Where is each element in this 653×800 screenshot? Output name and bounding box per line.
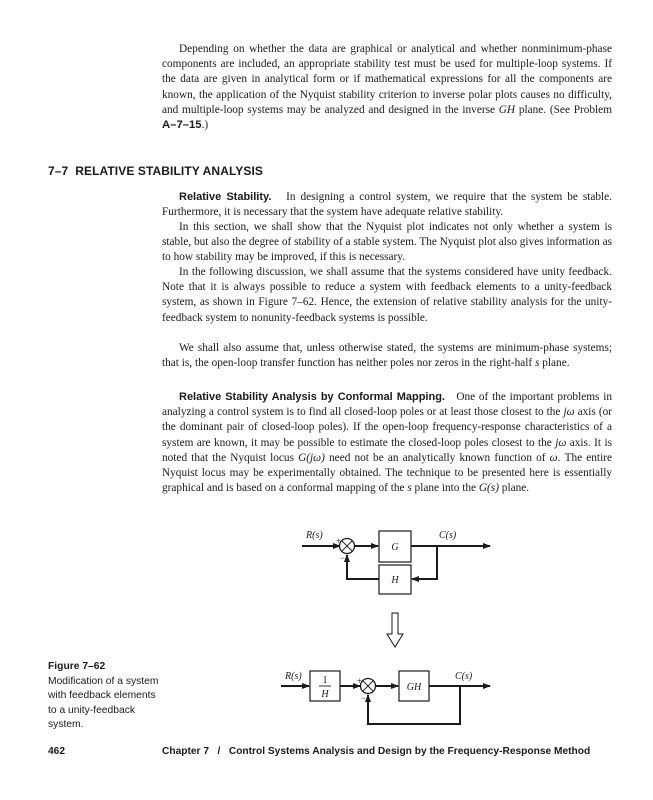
bottom-sum-minus: − [361, 693, 367, 703]
figure-caption-title: Figure 7–62 [48, 661, 106, 672]
relative-stability-paragraph-3: In the following discussion, we shall assume that the systems considered have unity feedback. Note that it is always possible to reduce a system with feedback elements to a unity-feedback system, as shown in Figure 7–62. Hence, the extension of relative stability analysis for the unity-feedback system to nonunity-feedback systems is possible. [162, 266, 612, 324]
relative-stability-heading: Relative Stability. [179, 191, 272, 203]
running-footer: Chapter 7 / Control Systems Analysis and Design by the Frequency-Response Method [162, 746, 591, 757]
bottom-prefilter-numerator: 1 [322, 675, 328, 686]
figure-caption-text: Modification of a system with feedback elements to a unity-feedback system. [48, 675, 159, 730]
min-phase-paragraph: We shall also assume that, unless otherwise stated, the systems are minimum-phase systems; that is, the open-loop transfer function has neither poles nor zeros in the right-half s plane. [162, 342, 612, 370]
relative-stability-paragraph-1: Relative Stability. In designing a control system, we require that the system be stable. Furthermore, it is necessary that the system have adequate relative stability. [162, 191, 612, 219]
top-sum-plus: + [336, 536, 342, 546]
bottom-prefilter-denominator: H [321, 689, 329, 700]
bottom-output-label: C(s) [455, 671, 473, 682]
bottom-gh-label: GH [406, 682, 422, 693]
intro-paragraph: Depending on whether the data are graphical or analytical and whether nonminimum-phase components are included, an appropriate stability test must be used for multiple-loop systems. If the data are given in analytical form or if mathematical expressions for all the components are known, the application of the Nyquist stability criterion to inverse polar plots causes no difficulty, and multiple-loop systems may be analyzed and designed in the inverse GH plane. (See Problem A–7–15.) [162, 43, 612, 132]
figure-caption [48, 660, 163, 733]
top-output-label: C(s) [439, 530, 457, 541]
conformal-mapping-heading: Relative Stability Analysis by Conformal Mapping. [179, 391, 445, 403]
bottom-sum-plus: + [357, 676, 363, 686]
transformation-arrow [387, 613, 403, 647]
top-g-label: G [391, 542, 399, 553]
top-h-label: H [391, 575, 399, 586]
top-input-label: R(s) [306, 530, 323, 541]
section-title: RELATIVE STABILITY ANALYSIS [75, 164, 264, 178]
conformal-mapping-paragraph: Relative Stability Analysis by Conformal Mapping. One of the important problems in analyzing a control system is to find all closed-loop poles or at least those closest to the jω axis (or the dominant pair of closed-loop poles). If the open-loop frequency-response characteristics of a system are known, it may be possible to estimate the closed-loop poles closest to the jω axis. It is noted that the Nyquist locus G(jω) need not be an analytically known function of ω. The entire Nyquist locus may be experimentally obtained. The technique to be presented here is essentially graphical and is based on a conformal mapping of the s plane into the G(s) plane. [162, 391, 612, 495]
relative-stability-paragraph-2: In this section, we shall show that the Nyquist plot indicates not only whether a system is stable, but also the degree of stability of a stable system. The Nyquist plot also gives information as to how stability may be improved, if this is necessary. [162, 221, 613, 264]
page-number: 462 [48, 746, 65, 757]
section-number: 7–7 [48, 164, 69, 178]
top-feedback-path-left [347, 555, 379, 579]
top-feedback-path-right [412, 546, 437, 579]
top-sum-minus: − [340, 553, 346, 563]
bottom-input-label: R(s) [285, 671, 302, 682]
